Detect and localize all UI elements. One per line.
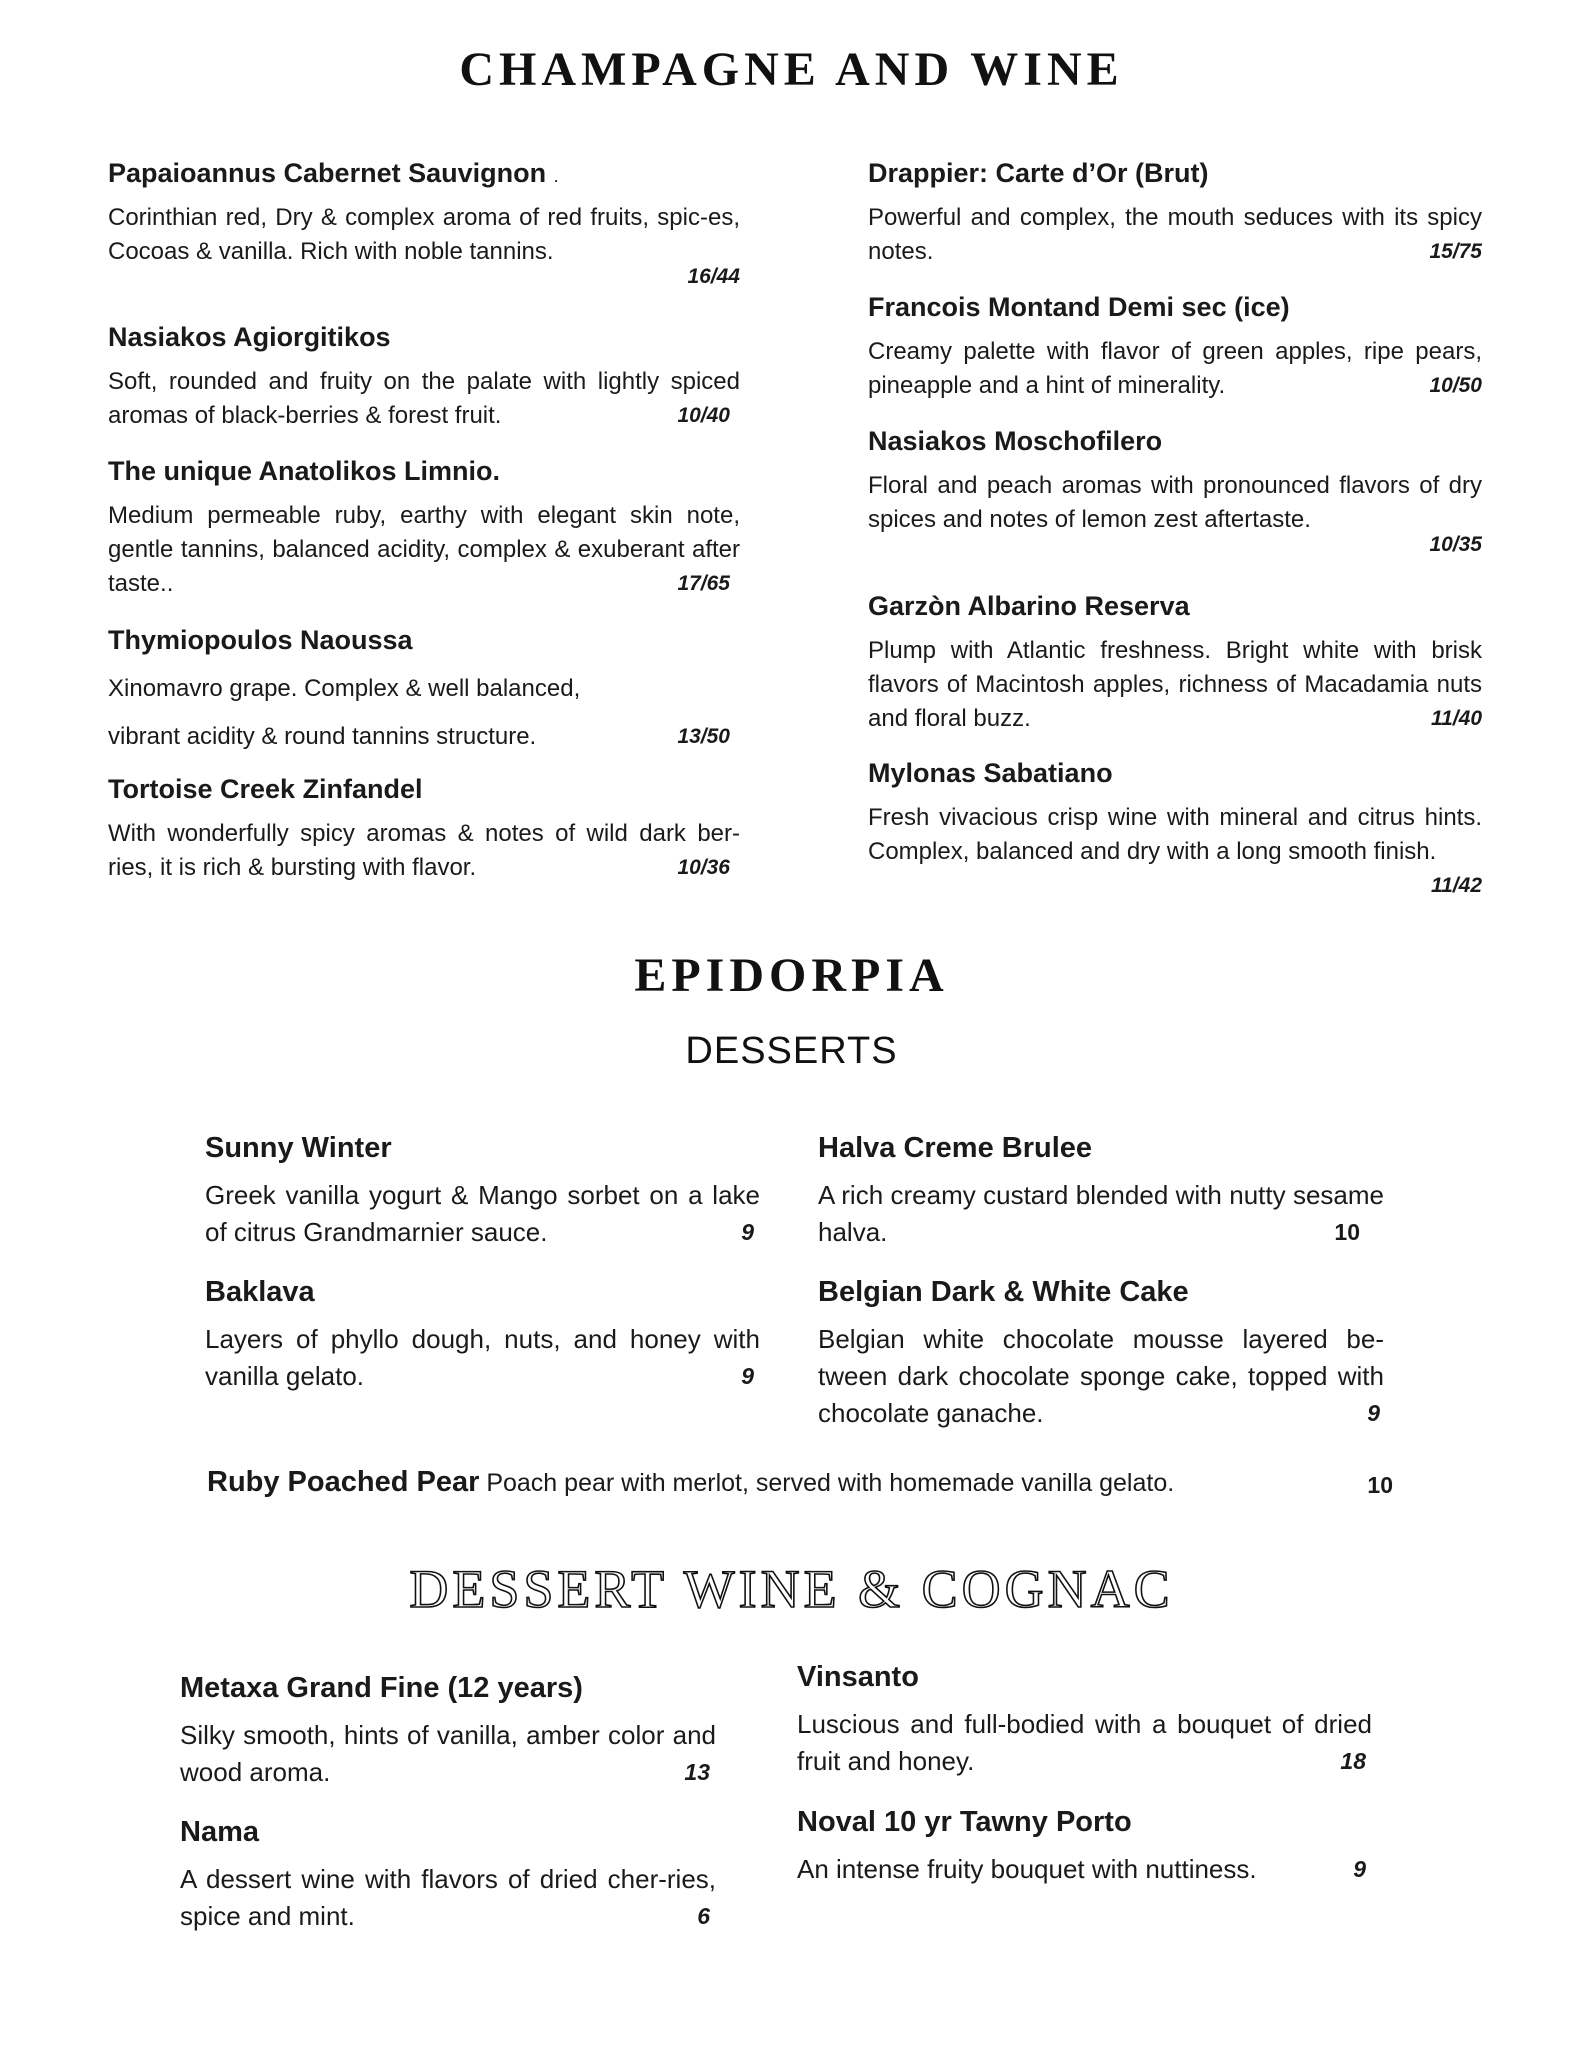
wine-description: With wonderfully spicy aromas & notes of wild dark ber-ries, it is rich & bursting with flavor. 10/36	[108, 817, 740, 885]
dessert-name: Baklava	[205, 1276, 315, 1308]
dessert-description: Poach pear with merlot, served with homemade vanilla gelato.	[486, 1469, 1175, 1497]
wine-item	[108, 456, 740, 601]
wine-price: 10/35	[1429, 533, 1482, 556]
dessert-item	[205, 1132, 760, 1251]
cognac-price: 9	[1353, 1856, 1366, 1882]
cognac-name: Metaxa Grand Fine (12 years)	[180, 1672, 583, 1704]
wine-description: Soft, rounded and fruity on the palate with lightly spiced aromas of black-berries & forest fruit. 10/40	[108, 365, 740, 433]
wine-name: Tortoise Creek Zinfandel	[108, 774, 423, 804]
wine-item	[868, 426, 1482, 557]
section-title-champagne-and-wine: CHAMPAGNE AND WINE	[459, 43, 1124, 96]
wine-item	[108, 774, 740, 885]
dessert-description: Layers of phyllo dough, nuts, and honey with vanilla gelato. 9	[205, 1321, 760, 1395]
cognac-description: Luscious and full-bodied with a bouquet of dried fruit and honey. 18	[797, 1706, 1372, 1780]
cognac-price: 13	[684, 1759, 710, 1785]
wine-price: 11/42	[1431, 874, 1482, 897]
wine-description: Medium permeable ruby, earthy with elegant skin note, gentle tannins, balanced acidity, complex & exuberant after taste.. 17/65	[108, 499, 740, 601]
wine-item	[868, 758, 1482, 903]
dessert-name: Ruby Poached Pear	[207, 1466, 480, 1498]
wine-description: Fresh vivacious crisp wine with mineral and citrus hints. Complex, balanced and dry with a long smooth finish. 11/42	[868, 801, 1482, 869]
dessert-item-ruby-poached-pear	[207, 1466, 1393, 1499]
cognac-description: An intense fruity bouquet with nuttiness. 9	[797, 1851, 1372, 1888]
dessert-name: Sunny Winter	[205, 1132, 392, 1164]
wine-name: Nasiakos Moschofilero	[868, 426, 1163, 456]
section-title-dessert-wine-cognac: DESSERT WINE & COGNAC	[409, 1559, 1174, 1619]
wine-name: The unique Anatolikos Limnio.	[108, 456, 501, 486]
wine-name: Francois Montand Demi sec (ice)	[868, 292, 1290, 322]
dessert-description: Belgian white chocolate mousse layered be-tween dark chocolate sponge cake, topped with chocolate ganache. 9	[818, 1321, 1384, 1432]
wine-name: Mylonas Sabatiano	[868, 758, 1113, 788]
cognac-item	[180, 1672, 716, 1791]
wine-price: 16/44	[687, 265, 740, 288]
dessert-item	[818, 1132, 1384, 1251]
wine-name: Nasiakos Agiorgitikos	[108, 322, 391, 352]
wine-name: Papaioannus Cabernet Sauvignon .	[108, 158, 559, 188]
wine-description: Plump with Atlantic freshness. Bright white with brisk flavors of Macintosh apples, richness of Macadamia nuts and floral buzz. 11/40	[868, 634, 1482, 736]
section-title-epidorpia: EPIDORPIA	[634, 949, 949, 1002]
dessert-price: 9	[741, 1219, 754, 1245]
dessert-item	[205, 1276, 760, 1395]
cognac-item	[797, 1661, 1372, 1780]
cognac-item	[797, 1806, 1372, 1888]
cognac-item	[180, 1816, 716, 1935]
wine-price: 17/65	[677, 572, 730, 595]
cognac-name: Vinsanto	[797, 1661, 919, 1693]
wine-item	[108, 158, 740, 289]
wine-description: Floral and peach aromas with pronounced flavors of dry spices and notes of lemon zest aftertaste.	[868, 472, 1482, 533]
dessert-price: 10	[1367, 1472, 1393, 1498]
wine-name: Drappier: Carte d’Or (Brut)	[868, 158, 1209, 188]
dessert-description: Greek vanilla yogurt & Mango sorbet on a lake of citrus Grandmarnier sauce. 9	[205, 1177, 760, 1251]
wine-price: 10/50	[1429, 374, 1482, 397]
wine-description: vibrant acidity & round tannins structure. 13/50	[108, 720, 740, 754]
dessert-name: Halva Creme Brulee	[818, 1132, 1093, 1164]
wine-price: 15/75	[1429, 240, 1482, 263]
wine-price: 10/40	[677, 404, 730, 427]
wine-name: Garzòn Albarino Reserva	[868, 591, 1190, 621]
wine-description: Powerful and complex, the mouth seduces with its spicy notes. 15/75	[868, 201, 1482, 269]
wine-item	[868, 292, 1482, 403]
wine-item	[868, 591, 1482, 736]
wine-item	[108, 322, 740, 433]
wine-price: 13/50	[677, 725, 730, 748]
dessert-item	[818, 1276, 1384, 1432]
wine-name: Thymiopoulos Naoussa	[108, 625, 413, 655]
wine-description: Corinthian red, Dry & complex aroma of red fruits, spic-es, Cocoas & vanilla. Rich with noble tannins.	[108, 204, 740, 265]
cognac-price: 18	[1340, 1748, 1366, 1774]
cognac-description: A dessert wine with flavors of dried cher-ries, spice and mint. 6	[180, 1861, 716, 1935]
cognac-name: Nama	[180, 1816, 259, 1848]
wine-price: 10/36	[677, 856, 730, 879]
dessert-name: Belgian Dark & White Cake	[818, 1276, 1189, 1308]
wine-item	[108, 625, 740, 754]
dessert-description: A rich creamy custard blended with nutty sesame halva. 10	[818, 1177, 1384, 1251]
cognac-name: Noval 10 yr Tawny Porto	[797, 1806, 1132, 1838]
section-subtitle-desserts: DESSERTS	[685, 1030, 898, 1072]
dessert-price: 9	[1367, 1400, 1380, 1426]
wine-description: Xinomavro grape. Complex & well balanced,	[108, 675, 581, 702]
wine-description: Creamy palette with flavor of green apples, ripe pears, pineapple and a hint of minerality. 10/50	[868, 335, 1482, 403]
wine-item	[868, 158, 1482, 269]
dessert-price: 10	[1334, 1219, 1360, 1245]
cognac-price: 6	[697, 1903, 710, 1929]
cognac-description: Silky smooth, hints of vanilla, amber color and wood aroma. 13	[180, 1717, 716, 1791]
dessert-price: 9	[741, 1363, 754, 1389]
wine-price: 11/40	[1431, 707, 1482, 730]
